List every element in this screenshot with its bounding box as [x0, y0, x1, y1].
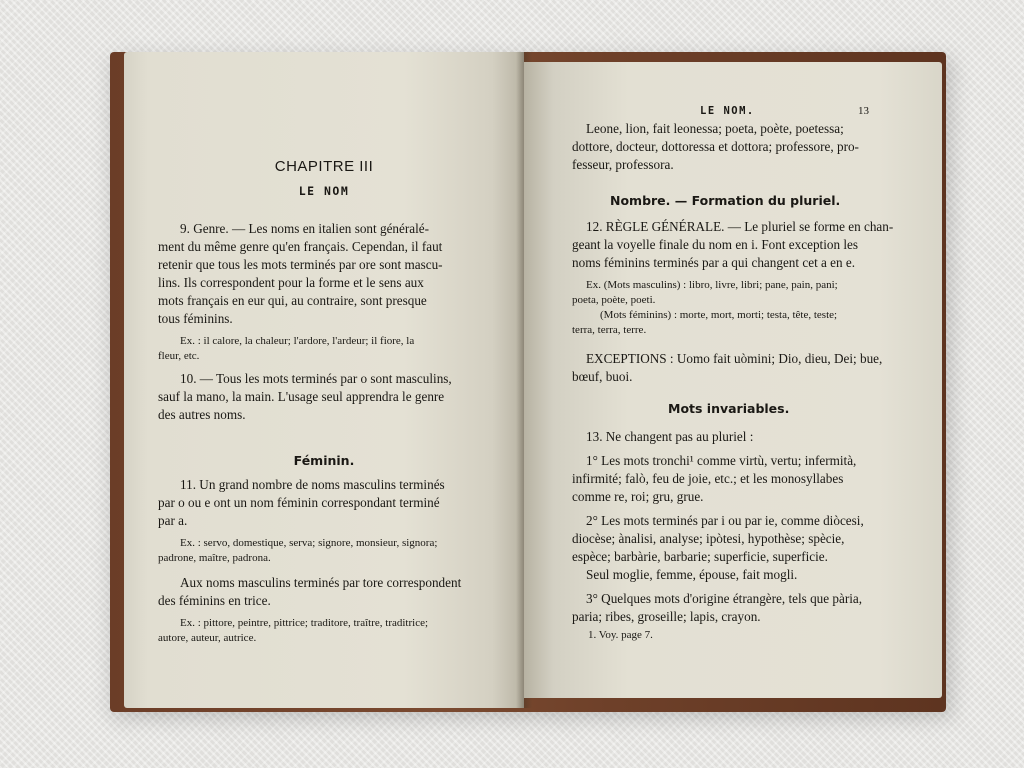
ptore-line-2: des féminins en trice. — [158, 593, 271, 608]
exceptions-line-2: bœuf, buoi. — [572, 369, 633, 384]
p12-line-2: geant la voyelle finale du nom en i. Font exception les — [572, 237, 859, 252]
p10-line-2: sauf la mano, la main. L'usage seul apprendra le genre — [158, 389, 445, 404]
ptop-line-2: dottore, docteur, dottoressa et dottora; professore, pro- — [572, 139, 859, 154]
item2-line-3: espèce; barbàrie, barbarie; superficie, superficie. — [572, 549, 828, 564]
ex12-line-4: terra, terra, terre. — [572, 324, 647, 336]
p9-line-5: mots français en eur qui, au contraire, sont presque — [158, 293, 427, 308]
heading-nombre: Nombre. — Formation du pluriel. — [610, 193, 841, 208]
item1-line-2: infirmité; falò, feu de joie, etc.; et les monosyllabes — [572, 471, 844, 486]
feminin-heading: Féminin. — [293, 453, 355, 468]
heading-invariables: Mots invariables. — [668, 401, 790, 416]
ptop-line-3: fesseur, professora. — [572, 157, 674, 172]
ex11-line-1: Ex. : servo, domestique, serva; signore, monsieur, signora; — [180, 537, 438, 549]
p9-line-6: tous féminins. — [158, 311, 233, 326]
p10-line-1: 10. — Tous les mots terminés par o sont masculins, — [180, 371, 452, 386]
p9-line-1: 9. Genre. — Les noms en italien sont généralé- — [180, 221, 430, 236]
ptore-line-1: Aux noms masculins terminés par tore correspondent — [180, 575, 462, 590]
p12-line-1: 12. RÈGLE GÉNÉRALE. — Le pluriel se forme en chan- — [586, 219, 894, 234]
p9-line-2: ment du même genre qu'en français. Cependan, il faut — [158, 239, 443, 254]
p13: 13. Ne changent pas au pluriel : — [586, 429, 754, 444]
item3-line-1: 3° Quelques mots d'origine étrangère, tels que pària, — [586, 591, 863, 606]
ex12-line-3: (Mots féminins) : morte, mort, morti; testa, tête, teste; — [600, 309, 838, 321]
ex12-line-1: Ex. (Mots masculins) : libro, livre, libri; pane, pain, pani; — [586, 279, 838, 291]
p9-line-4: lins. Ils correspondent pour la forme et le sens aux — [158, 275, 424, 290]
p11-line-1: 11. Un grand nombre de noms masculins terminés — [180, 477, 445, 492]
chapter-title: CHAPITRE III — [274, 158, 374, 175]
page-number: 13 — [858, 105, 869, 117]
left-page — [124, 52, 524, 708]
p10-line-3: des autres noms. — [158, 407, 246, 422]
item3-line-2: paria; ribes, groseille; lapis, crayon. — [572, 609, 761, 624]
ex12-line-2: poeta, poète, poeti. — [572, 294, 656, 306]
ptop-line-1: Leone, lion, fait leonessa; poeta, poète, poetessa; — [586, 121, 844, 136]
item1-line-3: comme re, roi; gru, grue. — [572, 489, 704, 504]
p11-line-2: par o ou e ont un nom féminin correspondant terminé — [158, 495, 440, 510]
p12-line-3: noms féminins terminés par a qui changent cet a en e. — [572, 255, 856, 270]
right-page — [524, 62, 942, 698]
item2-line-1: 2° Les mots terminés par i ou par ie, comme diòcesi, — [586, 513, 864, 528]
section-title: LE NOM — [298, 184, 350, 198]
p11-line-3: par a. — [158, 513, 188, 528]
footnote: 1. Voy. page 7. — [588, 629, 653, 641]
extore-line-2: autore, auteur, autrice. — [158, 632, 257, 644]
ex9-line-2: fleur, etc. — [158, 350, 200, 362]
ex11-line-2: padrone, maître, padrona. — [158, 552, 271, 564]
item2-line-4: Seul moglie, femme, épouse, fait mogli. — [586, 567, 798, 582]
exceptions-line-1: EXCEPTIONS : Uomo fait uòmini; Dio, dieu, Dei; bue, — [586, 351, 883, 366]
extore-line-1: Ex. : pittore, peintre, pittrice; traditore, traître, traditrice; — [180, 617, 429, 629]
item1-line-1: 1° Les mots tronchi¹ comme virtù, vertu; infermità, — [586, 453, 857, 468]
p9-line-3: retenir que tous les mots terminés par ore sont mascu- — [158, 257, 443, 272]
running-head: LE NOM. — [700, 105, 755, 117]
ex9-line-1: Ex. : il calore, la chaleur; l'ardore, l'ardeur; il fiore, la — [180, 335, 415, 347]
item2-line-2: diocèse; ànalisi, analyse; ipòtesi, hypothèse; spècie, — [572, 531, 845, 546]
